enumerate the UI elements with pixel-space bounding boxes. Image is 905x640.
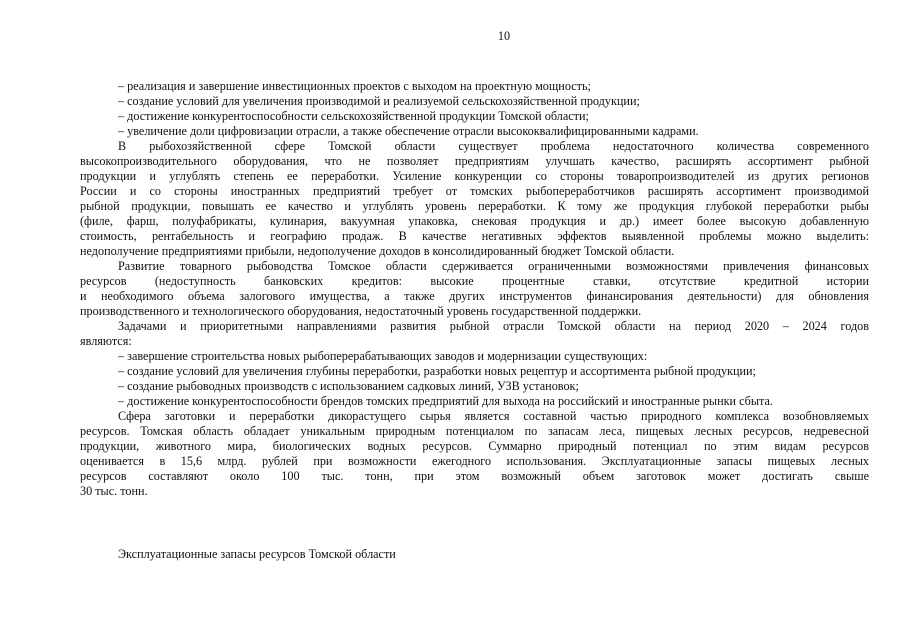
page-number: 10 <box>497 29 511 43</box>
text-line: стоимость, рентабельность и географию продаж. В качестве негативных эффектов выявленной проблемы можно выделить: <box>80 229 869 243</box>
text-line: продукции, животного мира, биологических водных ресурсов. Суммарно природный потенциал по этим видам ресурсов <box>80 439 869 453</box>
text-line: недополучение предприятиями прибыли, недополучение доходов в консолидированный бюджет Томской области. <box>80 244 675 258</box>
paragraph-wild-resources <box>80 409 869 499</box>
text-line: и необходимого объема залогового имущества, а также других инструментов финансирования деятельности) для обновления <box>80 289 869 303</box>
bullet-item: – завершение строительства новых рыбоперерабатывающих заводов и модернизации существующих: <box>118 349 648 363</box>
document-body <box>80 79 869 499</box>
text-line: Задачами и приоритетными направлениями развития рыбной отрасли Томской области на период 2020 – 2024 годов <box>118 319 869 333</box>
text-line: рыбной продукции, повышать ее качество и углублять уровень переработки. К тому же продукция глубокой переработки рыбы <box>80 199 869 213</box>
text-line: продукции и углублять степень ее переработки. Усиление конкуренции со стороны товаропроизводителей из других регионов <box>80 169 869 183</box>
bullet-item: – увеличение доли цифровизации отрасли, а также обеспечение отрасли высококвалифицированными кадрами. <box>118 124 699 138</box>
text-line: Сфера заготовки и переработки дикорастущего сырья является составной частью природного комплекса возобновляемых <box>118 409 869 423</box>
bullet-item: – создание рыбоводных производств с использованием садковых линий, УЗВ установок; <box>118 379 579 393</box>
text-line: оценивается в 15,6 млрд. рублей при возможности ежегодного использования. Эксплуатационные запасы пищевых лесных <box>80 454 869 468</box>
text-line: ресурсов. Томская область обладает уникальным природным потенциалом по запасам леса, пищевых лесных ресурсов, недревесной <box>80 424 869 438</box>
bullet-item: – реализация и завершение инвестиционных проектов с выходом на проектную мощность; <box>118 79 591 93</box>
text-line: высокопроизводительного оборудования, что не позволяет предприятиям улучшать качество, расширять ассортимент рыбной <box>80 154 869 168</box>
text-line: ресурсов составляют около 100 тыс. тонн, при этом возможный объем заготовок может достигать свыше <box>80 469 869 483</box>
bullet-list-goals <box>118 79 869 139</box>
paragraph-fish-farming <box>80 259 869 319</box>
text-line: ресурсов (недоступность банковских кредитов: высокие процентные ставки, отсутствие кредитной истории <box>80 274 869 288</box>
text-line: 30 тыс. тонн. <box>80 484 148 498</box>
text-line: производственного и технологического оборудования, недостаточный уровень государственной поддержки. <box>80 304 642 318</box>
text-line: (филе, фарш, полуфабрикаты, кулинария, вакуумная упаковка, снековая продукция и др.) имеет более высокую добавленную <box>80 214 869 228</box>
paragraph-fishery-problem <box>80 139 869 259</box>
bullet-item: – создание условий для увеличения глубины переработки, разработки новых рецептур и ассортимента рыбной продукции; <box>118 364 756 378</box>
bullet-list-tasks <box>118 349 869 409</box>
text-line: В рыбохозяйственной сфере Томской области существует проблема недостаточного количества современного <box>118 139 869 153</box>
bullet-item: – создание условий для увеличения производимой и реализуемой сельскохозяйственной продукции; <box>118 94 640 108</box>
text-line: Развитие товарного рыбоводства Томское области сдерживается ограниченными возможностями привлечения финансовых <box>118 259 869 273</box>
bullet-item: – достижение конкурентоспособности брендов томских предприятий для выхода на российский и иностранные рынки сбыта. <box>118 394 773 408</box>
table-caption: Эксплуатационные запасы ресурсов Томской области <box>118 547 396 561</box>
bullet-item: – достижение конкурентоспособности сельскохозяйственной продукции Томской области; <box>118 109 589 123</box>
text-line: России и со стороны иностранных предприятий требует от томских рыбопереработчиков расширять ассортимент производимой <box>80 184 869 198</box>
text-line: являются: <box>80 334 132 348</box>
paragraph-tasks-intro <box>80 319 869 349</box>
